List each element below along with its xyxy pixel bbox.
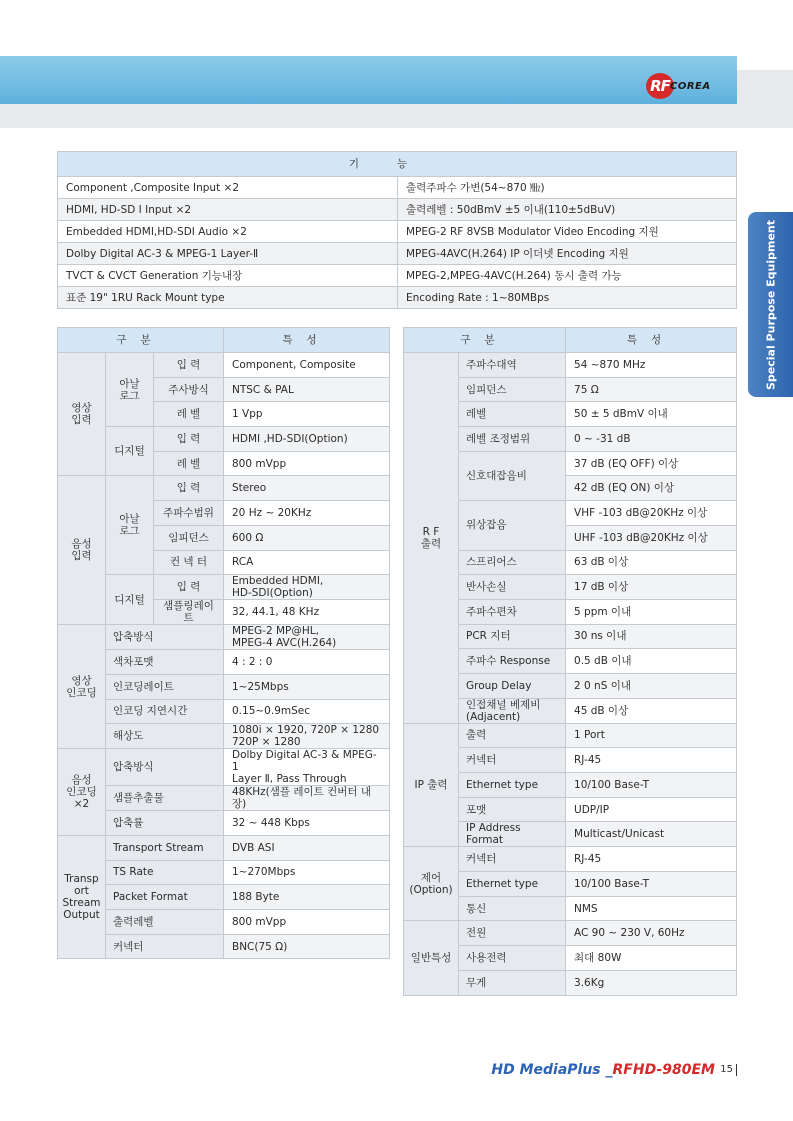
spec-value: Embedded HDMI, HD-SDI(Option) bbox=[224, 575, 390, 600]
spec-key: 레벨 조정범위 bbox=[459, 427, 566, 452]
spec-key: 주파수범위 bbox=[154, 501, 224, 526]
spec-value: 50 ± 5 dBmV 이내 bbox=[566, 402, 737, 427]
table-row bbox=[58, 243, 737, 265]
spec-value: 75 Ω bbox=[566, 377, 737, 402]
header-band-blue bbox=[0, 56, 737, 104]
spec-key: 위상잡음 bbox=[459, 501, 566, 550]
rf-corea-logo bbox=[646, 71, 714, 101]
spec-key: Packet Format bbox=[106, 885, 224, 910]
spec-key: 샘플링레이트 bbox=[154, 600, 224, 625]
table-row bbox=[58, 427, 390, 452]
table-row bbox=[58, 265, 737, 287]
table-row bbox=[58, 476, 390, 501]
spec-key: 주파수 Response bbox=[459, 649, 566, 674]
spec-value: DVB ASI bbox=[224, 835, 390, 860]
spec-key: 입 력 bbox=[154, 427, 224, 452]
spec-value: 최대 80W bbox=[566, 946, 737, 971]
feature-cell: 출력레벨 : 50dBmV ±5 이내(110±5dBuV) bbox=[398, 199, 737, 221]
features-header: 기능 bbox=[58, 152, 737, 177]
spec-value: 32 ~ 448 Kbps bbox=[224, 811, 390, 836]
feature-cell: MPEG-2 RF 8VSB Modulator Video Encoding 지원 bbox=[398, 221, 737, 243]
spec-key: 압축방식 bbox=[106, 749, 224, 786]
spec-value: 63 dB 이상 bbox=[566, 550, 737, 575]
spec-value: UDP/IP bbox=[566, 797, 737, 822]
spec-value: Component, Composite bbox=[224, 353, 390, 378]
table-row bbox=[58, 860, 390, 885]
spec-value: VHF -103 dB@20KHz 이상 bbox=[566, 501, 737, 526]
spec-key: 레벨 bbox=[459, 402, 566, 427]
spec-value: 3.6Kg bbox=[566, 970, 737, 995]
spec-key: 전원 bbox=[459, 921, 566, 946]
spec-key: 포맷 bbox=[459, 797, 566, 822]
page-number: 15 bbox=[720, 1064, 733, 1075]
table-row bbox=[404, 723, 737, 748]
spec-value: RJ-45 bbox=[566, 748, 737, 773]
table-row bbox=[58, 885, 390, 910]
spec-value: 0.15~0.9mSec bbox=[224, 699, 390, 724]
spec-value: 0.5 dB 이내 bbox=[566, 649, 737, 674]
spec-value: HDMI ,HD-SDI(Option) bbox=[224, 427, 390, 452]
spec-key: Transport Stream bbox=[106, 835, 224, 860]
table-row bbox=[404, 921, 737, 946]
spec-value: 20 Hz ~ 20KHz bbox=[224, 501, 390, 526]
spec-value: 30 ns 이내 bbox=[566, 624, 737, 649]
table-row bbox=[58, 674, 390, 699]
spec-key: 출력레벨 bbox=[106, 910, 224, 935]
feature-cell: MPEG-2,MPEG-4AVC(H.264) 동시 출력 가능 bbox=[398, 265, 737, 287]
category-video-encoding: 영상 인코딩 bbox=[58, 625, 106, 749]
spec-value: 1 Vpp bbox=[224, 402, 390, 427]
features-table bbox=[57, 151, 737, 309]
feature-cell: Embedded HDMI,HD-SDI Audio ×2 bbox=[58, 221, 398, 243]
sub-analog: 아날 로그 bbox=[106, 476, 154, 575]
feature-cell: MPEG-4AVC(H.264) IP 이더넷 Encoding 지원 bbox=[398, 243, 737, 265]
footer-title: HD MediaPlus _RFHD-980EM bbox=[491, 1062, 715, 1078]
spec-value: 600 Ω bbox=[224, 525, 390, 550]
spec-key: 입 력 bbox=[154, 476, 224, 501]
table-row bbox=[58, 199, 737, 221]
spec-value: NTSC & PAL bbox=[224, 377, 390, 402]
spec-key: 압축률 bbox=[106, 811, 224, 836]
table-row bbox=[404, 847, 737, 872]
spec-key: 출력 bbox=[459, 723, 566, 748]
spec-key: Ethernet type bbox=[459, 773, 566, 798]
spec-key: 스프리어스 bbox=[459, 550, 566, 575]
spec-key: 주파수대역 bbox=[459, 353, 566, 378]
logo-mark: RF bbox=[646, 73, 674, 99]
table-row bbox=[58, 221, 737, 243]
feature-cell: 표준 19" 1RU Rack Mount type bbox=[58, 287, 398, 309]
spec-key: 인코딩레이트 bbox=[106, 674, 224, 699]
table-row bbox=[58, 786, 390, 811]
spec-value: 1080i × 1920, 720P × 1280 720P × 1280 bbox=[224, 724, 390, 749]
sub-digital: 디지털 bbox=[106, 427, 154, 476]
spec-value: AC 90 ~ 230 V, 60Hz bbox=[566, 921, 737, 946]
feature-cell: TVCT & CVCT Generation 기능내장 bbox=[58, 265, 398, 287]
feature-cell: 출력주파수 가변(54~870 ㎒) bbox=[398, 177, 737, 199]
spec-value: 1~270Mbps bbox=[224, 860, 390, 885]
spec-value: 42 dB (EQ ON) 이상 bbox=[566, 476, 737, 501]
spec-value: 37 dB (EQ OFF) 이상 bbox=[566, 451, 737, 476]
spec-key: 커넥터 bbox=[459, 748, 566, 773]
spec-value: 5 ppm 이내 bbox=[566, 599, 737, 624]
category-ts-output: Transp ort Stream Output bbox=[58, 835, 106, 958]
spec-key: 레 벨 bbox=[154, 402, 224, 427]
category-rf-output: R F 출력 bbox=[404, 353, 459, 724]
table-row bbox=[58, 177, 737, 199]
spec-value: RCA bbox=[224, 550, 390, 575]
table-row bbox=[404, 353, 737, 378]
spec-value: 188 Byte bbox=[224, 885, 390, 910]
spec-value: UHF -103 dB@20KHz 이상 bbox=[566, 525, 737, 550]
section-side-tab bbox=[748, 212, 793, 397]
table-row bbox=[58, 934, 390, 959]
spec-table-right bbox=[403, 327, 737, 996]
spec-key: Group Delay bbox=[459, 673, 566, 698]
spec-key: 임피던스 bbox=[459, 377, 566, 402]
category-audio-input: 음성 입력 bbox=[58, 476, 106, 625]
side-tab-label: Special Purpose Equipment bbox=[764, 219, 777, 390]
spec-value: 1~25Mbps bbox=[224, 674, 390, 699]
spec-value: Multicast/Unicast bbox=[566, 822, 737, 847]
spec-key: 인접채널 베제비 (Adjacent) bbox=[459, 698, 566, 723]
category-video-input: 영상 입력 bbox=[58, 353, 106, 476]
feature-cell: HDMI, HD-SD I Input ×2 bbox=[58, 199, 398, 221]
spec-value: 54 ~870 MHz bbox=[566, 353, 737, 378]
spec-key: 입 력 bbox=[154, 575, 224, 600]
table-row bbox=[58, 910, 390, 935]
feature-cell: Component ,Composite Input ×2 bbox=[58, 177, 398, 199]
feature-cell: Dolby Digital AC-3 & MPEG-1 Layer-Ⅱ bbox=[58, 243, 398, 265]
spec-key: 압축방식 bbox=[106, 625, 224, 650]
spec-key: 컨 넥 터 bbox=[154, 550, 224, 575]
spec-key: PCR 지터 bbox=[459, 624, 566, 649]
feature-cell: Encoding Rate : 1~80MBps bbox=[398, 287, 737, 309]
spec-value: 48KHz(샘플 레이트 컨버터 내장) bbox=[224, 786, 390, 811]
spec-value: NMS bbox=[566, 896, 737, 921]
spec-value: 32, 44.1, 48 KHz bbox=[224, 600, 390, 625]
left-header-category: 구분 bbox=[58, 328, 224, 353]
spec-key: 커넥터 bbox=[106, 934, 224, 959]
spec-value: 10/100 Base-T bbox=[566, 872, 737, 897]
sub-analog: 아날 로그 bbox=[106, 353, 154, 427]
spec-key: 주파수편차 bbox=[459, 599, 566, 624]
table-row bbox=[58, 811, 390, 836]
category-audio-encoding: 음성 인코딩 ×2 bbox=[58, 749, 106, 836]
category-control: 제어 (Option) bbox=[404, 847, 459, 921]
spec-key: 레 벨 bbox=[154, 451, 224, 476]
right-header-category: 구분 bbox=[404, 328, 566, 353]
category-general: 일반특성 bbox=[404, 921, 459, 995]
spec-value: Stereo bbox=[224, 476, 390, 501]
spec-key: 입 력 bbox=[154, 353, 224, 378]
table-row bbox=[58, 650, 390, 675]
spec-key: 커넥터 bbox=[459, 847, 566, 872]
sub-digital: 디지털 bbox=[106, 575, 154, 625]
page-divider bbox=[736, 1064, 737, 1076]
spec-key: 샘플추출물 bbox=[106, 786, 224, 811]
spec-value: 4 : 2 : 0 bbox=[224, 650, 390, 675]
spec-key: 사용전력 bbox=[459, 946, 566, 971]
spec-value: 1 Port bbox=[566, 723, 737, 748]
category-ip-output: IP 출력 bbox=[404, 723, 459, 847]
spec-value: RJ-45 bbox=[566, 847, 737, 872]
spec-key: IP Address Format bbox=[459, 822, 566, 847]
spec-value: 2 0 nS 이내 bbox=[566, 673, 737, 698]
logo-word: COREA bbox=[670, 81, 711, 92]
right-header-spec: 특성 bbox=[566, 328, 737, 353]
spec-key: 무게 bbox=[459, 970, 566, 995]
spec-value: 10/100 Base-T bbox=[566, 773, 737, 798]
spec-key: 해상도 bbox=[106, 724, 224, 749]
spec-value: BNC(75 Ω) bbox=[224, 934, 390, 959]
spec-value: 17 dB 이상 bbox=[566, 575, 737, 600]
page-footer bbox=[491, 1062, 737, 1078]
table-row bbox=[58, 699, 390, 724]
table-row bbox=[58, 835, 390, 860]
spec-key: 주사방식 bbox=[154, 377, 224, 402]
spec-key: 임피던스 bbox=[154, 525, 224, 550]
spec-value: 800 mVpp bbox=[224, 451, 390, 476]
spec-key: 신호대잡음비 bbox=[459, 451, 566, 500]
spec-key: TS Rate bbox=[106, 860, 224, 885]
spec-key: 인코딩 지연시간 bbox=[106, 699, 224, 724]
table-row bbox=[58, 287, 737, 309]
spec-key: 반사손실 bbox=[459, 575, 566, 600]
spec-value: 800 mVpp bbox=[224, 910, 390, 935]
spec-key: 색차포맷 bbox=[106, 650, 224, 675]
spec-key: 통신 bbox=[459, 896, 566, 921]
table-row bbox=[58, 353, 390, 378]
spec-value: Dolby Digital AC-3 & MPEG-1 Layer Ⅱ, Pass Through bbox=[224, 749, 390, 786]
spec-value: 0 ~ -31 dB bbox=[566, 427, 737, 452]
left-header-spec: 특성 bbox=[224, 328, 390, 353]
spec-table-left bbox=[57, 327, 390, 959]
spec-value: 45 dB 이상 bbox=[566, 698, 737, 723]
spec-key: Ethernet type bbox=[459, 872, 566, 897]
spec-value: MPEG-2 MP@HL, MPEG-4 AVC(H.264) bbox=[224, 625, 390, 650]
